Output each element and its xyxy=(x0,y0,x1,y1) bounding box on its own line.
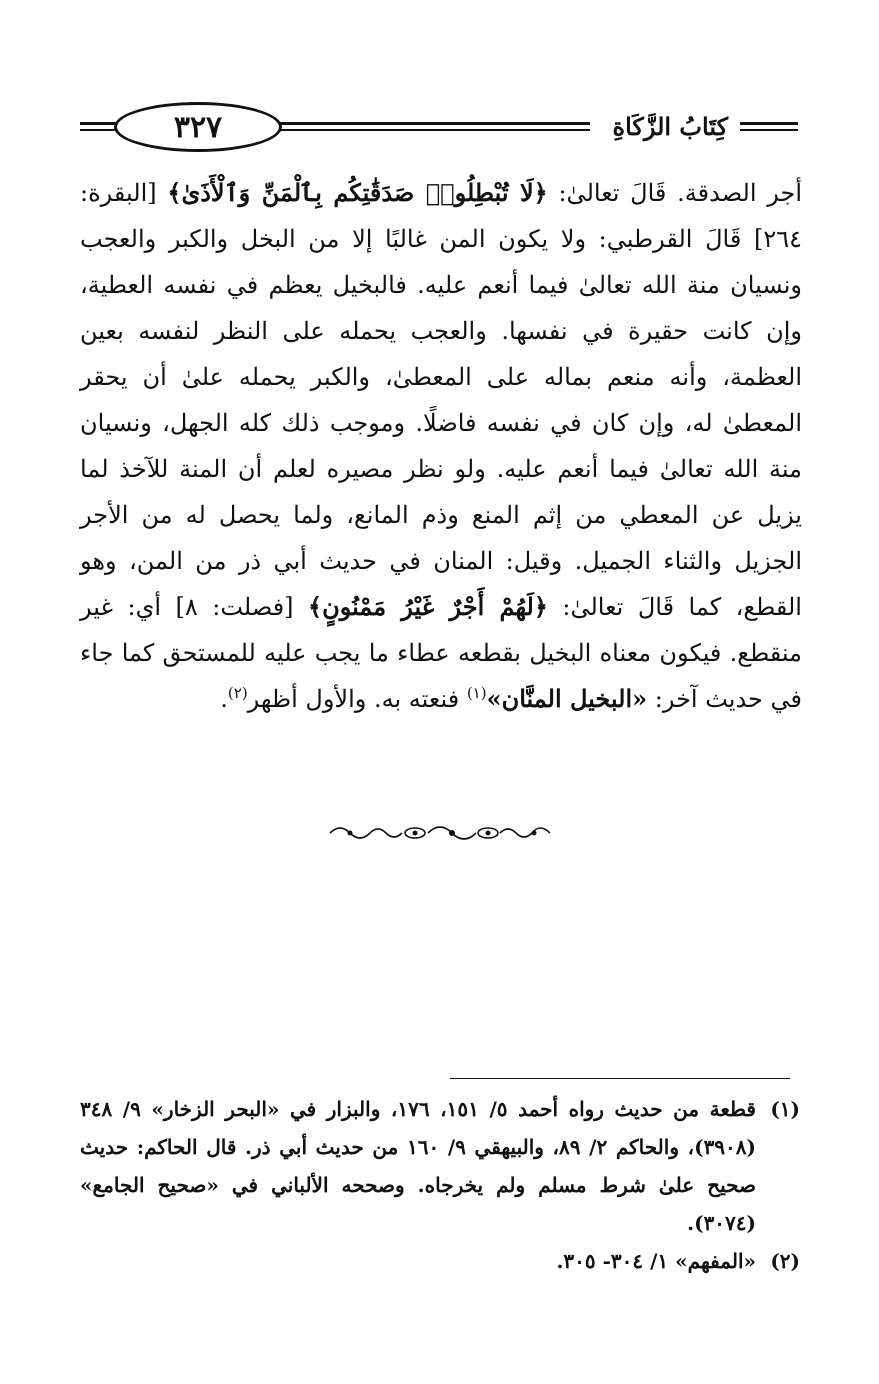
quran-verse-1: ﴿لَا تُبْطِلُوا۟ صَدَقَٰتِكُم بِٱلْمَنِّ وَٱلْأَذَىٰ﴾ xyxy=(167,178,548,207)
footnote-2 xyxy=(80,1242,800,1280)
text-segment: أجر الصدقة. قَالَ تعالىٰ: xyxy=(547,179,802,207)
footnote-text: قطعة من حديث رواه أحمد ٥/ ١٥١، ١٧٦، والبزار في «البحر الزخار» ٩/ ٣٤٨ (٣٩٠٨)، والحاكم ٢/ ٨٩، والبيهقي ٩/ ١٦٠ من حديث أبي ذر. قال الحاكم: حديث صحيح علىٰ شرط مسلم ولم يخرجاه. وصححه الألباني في «صحيح الجامع» (٣٠٧٤). xyxy=(80,1097,756,1235)
main-paragraph xyxy=(80,170,802,722)
text-segment: . xyxy=(220,685,228,713)
quran-verse-2: ﴿لَهُمْ أَجْرٌ غَيْرُ مَمْنُونٍ﴾ xyxy=(308,592,548,621)
section-ornament xyxy=(320,818,560,848)
footnote-ref-2[interactable]: (٢) xyxy=(227,684,248,702)
footnote-separator xyxy=(450,1078,790,1079)
footnote-1 xyxy=(80,1090,800,1242)
main-text xyxy=(80,170,802,722)
text-segment: فنعته به. والأول أظهر xyxy=(247,685,467,713)
footnote-number: (٢) xyxy=(770,1249,800,1273)
header-rule-middle-bottom xyxy=(280,129,590,131)
hadith-quote: «البخيل المنَّان» xyxy=(486,684,648,713)
chapter-title: كِتَابُ الزَّكَاةِ xyxy=(612,112,728,141)
header-rule-right-bottom xyxy=(740,129,798,131)
page-number: ٣٢٧ xyxy=(173,109,223,145)
page-header xyxy=(80,100,800,160)
text-segment: [البقرة: ٢٦٤] قَالَ القرطبي: ولا يكون المن غالبًا إلا من البخل والكبر والعجب ونسيان منة الله تعالىٰ فيما أنعم عليه. فالبخيل يعظم في نفسه العطية، وإن كانت حقيرة في نفسها. والعجب يحمله على النظر لنفسه بعين العظمة، وأنه منعم بماله على المعطىٰ، والكبر يحمله علىٰ أن يحقر المعطىٰ له، وإن كان في نفسه فاضلًا. وموجب ذلك كله الجهل، ونسيان منة الله تعالىٰ فيما أنعم عليه. ولو نظر مصيره لعلم أن المنة للآخذ لما يزيل عن المعطي من إثم المنع وذم المانع، ولما يحصل له من الأجر الجزيل والثناء الجميل. وقيل: المنان في حديث أبي ذر من المن، وهو القطع، كما قَالَ تعالىٰ: xyxy=(80,179,802,621)
footnote-text: «المفهم» ١/ ٣٠٤- ٣٠٥. xyxy=(556,1249,756,1273)
text-segment: [فصلت: ٨] أي: غير منقطع. فيكون معناه البخيل بقطعه عطاء ما يجب عليه للمستحق كما جاء في حديث آخر: xyxy=(80,593,802,713)
page-number-badge xyxy=(114,102,282,152)
footnotes xyxy=(80,1090,800,1280)
footnote-number: (١) xyxy=(770,1097,800,1121)
header-rule-right-top xyxy=(740,122,798,125)
header-rule-middle-top xyxy=(280,122,590,125)
footnote-ref-1[interactable]: (١) xyxy=(466,684,487,702)
